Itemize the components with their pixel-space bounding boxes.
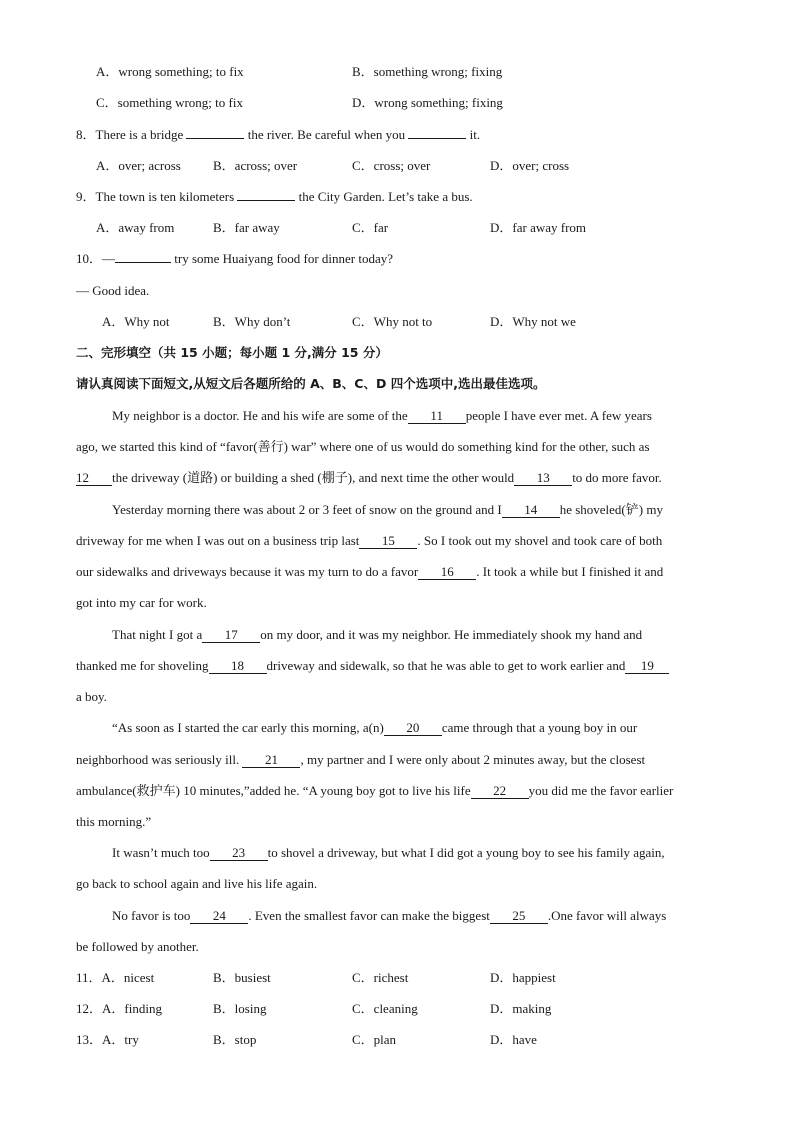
q11-option-b: B．busiest <box>213 970 271 985</box>
blank-16: 16 <box>418 565 476 580</box>
text: . It took a while but I finished it and <box>476 564 664 579</box>
q8-option-c: C．cross; over <box>352 158 431 173</box>
blank-11: 11 <box>408 409 466 424</box>
passage-p4-line2 <box>76 752 645 768</box>
text: My neighbor is a doctor. He and his wife are some of the <box>112 408 408 423</box>
text: Yesterday morning there was about 2 or 3 feet of snow on the ground and I <box>112 502 502 517</box>
blank-24: 24 <box>190 909 248 924</box>
passage-p1-line1 <box>112 408 652 424</box>
text: ambulance(救护车) 10 minutes,”added he. “A young boy got to live his life <box>76 783 471 798</box>
q10-text-1: 10．— <box>76 251 116 266</box>
q7-option-c: C．something wrong; to fix <box>96 95 243 110</box>
passage-p1-line3 <box>76 470 662 486</box>
q8-text-2: the river. Be careful when you <box>244 127 409 142</box>
passage-p2-line3 <box>76 564 663 580</box>
q13-option-a: 13．A．try <box>76 1032 139 1047</box>
q11-option-d: D．happiest <box>490 970 556 985</box>
passage-p3-line2 <box>76 658 669 674</box>
blank-12: 12 <box>76 471 112 486</box>
passage-p2-line1 <box>112 502 663 518</box>
text: people I have ever met. A few years <box>465 408 652 423</box>
blank-14: 14 <box>502 503 560 518</box>
text: he shoveled(铲) my <box>559 502 663 517</box>
text: on my door, and it was my neighbor. He immediately shook my hand and <box>260 627 643 642</box>
blank-22: 22 <box>471 784 529 799</box>
q10-stem <box>76 251 393 267</box>
q10-option-d: D．Why not we <box>490 314 576 329</box>
text: . Even the smallest favor can make the biggest <box>248 908 490 923</box>
q7-option-a: A．wrong something; to fix <box>96 64 244 79</box>
q7-option-b: B．something wrong; fixing <box>352 64 503 79</box>
q9-option-c: C．far <box>352 220 389 235</box>
q10-reply: — Good idea. <box>76 283 150 298</box>
blank-20: 20 <box>384 721 442 736</box>
blank-23: 23 <box>210 846 268 861</box>
passage-p2-line4: got into my car for work. <box>76 595 207 610</box>
q8-blank-1 <box>186 138 244 139</box>
q13-option-d: D．have <box>490 1032 537 1047</box>
q9-stem <box>76 189 473 205</box>
q10-blank <box>115 262 171 263</box>
text: . So I took out my shovel and took care of both <box>417 533 663 548</box>
q10-option-b: B．Why don’t <box>213 314 291 329</box>
passage-p4-line4: this morning.” <box>76 814 152 829</box>
passage-p4-line1 <box>112 720 637 736</box>
passage-p4-line3 <box>76 783 673 799</box>
text: driveway and sidewalk, so that he was able to get to work earlier and <box>266 658 626 673</box>
q10-text-2: try some Huaiyang food for dinner today? <box>171 251 394 266</box>
text: .One favor will always <box>547 908 667 923</box>
text: came through that a young boy in our <box>441 720 638 735</box>
text: thanked me for shoveling <box>76 658 209 673</box>
passage-p5-line1 <box>112 845 665 861</box>
blank-25: 25 <box>490 909 548 924</box>
section-heading: 二、完形填空（共 15 小题；每小题 1 分,满分 15 分） <box>76 345 388 360</box>
q13-option-b: B．stop <box>213 1032 257 1047</box>
q9-option-a: A．away from <box>96 220 175 235</box>
q12-option-b: B．losing <box>213 1001 267 1016</box>
q7-option-d: D．wrong something; fixing <box>352 95 503 110</box>
passage-p5-line2: go back to school again and live his life again. <box>76 876 318 891</box>
blank-15: 15 <box>359 534 417 549</box>
section-instruction: 请认真阅读下面短文,从短文后各题所给的 A、B、C、D 四个选项中,选出最佳选项。 <box>76 376 546 391</box>
passage-p6-line2: be followed by another. <box>76 939 199 954</box>
text: , my partner and I were only about 2 minutes away, but the closest <box>300 752 646 767</box>
q10-option-c: C．Why not to <box>352 314 433 329</box>
text: That night I got a <box>112 627 203 642</box>
passage-p6-line1 <box>112 908 666 924</box>
q8-text-1: 8．There is a bridge <box>76 127 187 142</box>
q8-stem <box>76 127 480 143</box>
passage-p3-line3: a boy. <box>76 689 107 704</box>
q9-text-2: the City Garden. Let’s take a bus. <box>295 189 473 204</box>
blank-18: 18 <box>209 659 267 674</box>
q8-option-d: D．over; cross <box>490 158 570 173</box>
passage-p3-line1 <box>112 627 642 643</box>
q13-option-c: C．plan <box>352 1032 397 1047</box>
text: “As soon as I started the car early this morning, a(n) <box>112 720 384 735</box>
q9-blank <box>237 200 295 201</box>
text: No favor is too <box>112 908 191 923</box>
passage-p1-line2: ago, we started this kind of “favor(善行) war” where one of us would do something kind for the other, such as <box>76 439 650 454</box>
passage-p2-line2 <box>76 533 662 549</box>
blank-19: 19 <box>625 659 669 674</box>
q9-option-b: B．far away <box>213 220 280 235</box>
text: our sidewalks and driveways because it was my turn to do a favor <box>76 564 419 579</box>
text: to shovel a driveway, but what I did got a young boy to see his family again, <box>267 845 665 860</box>
blank-21: 21 <box>242 753 300 768</box>
q12-option-a: 12．A．finding <box>76 1001 162 1016</box>
q8-option-a: A．over; across <box>96 158 181 173</box>
q8-option-b: B．across; over <box>213 158 298 173</box>
text: neighborhood was seriously ill. <box>76 752 243 767</box>
q10-option-a: A．Why not <box>102 314 170 329</box>
q8-text-3: it. <box>466 127 481 142</box>
q12-option-c: C．cleaning <box>352 1001 418 1016</box>
q11-option-c: C．richest <box>352 970 409 985</box>
text: the driveway (道路) or building a shed (棚子), and next time the other would <box>112 470 515 485</box>
text: It wasn’t much too <box>112 845 210 860</box>
q12-option-d: D．making <box>490 1001 552 1016</box>
blank-17: 17 <box>202 628 260 643</box>
text: to do more favor. <box>572 470 662 485</box>
q8-blank-2 <box>408 138 466 139</box>
text: you did me the favor earlier <box>528 783 674 798</box>
blank-13: 13 <box>514 471 572 486</box>
q9-text-1: 9．The town is ten kilometers <box>76 189 238 204</box>
text: driveway for me when I was out on a business trip last <box>76 533 360 548</box>
q9-option-d: D．far away from <box>490 220 587 235</box>
q11-option-a: 11．A．nicest <box>76 970 155 985</box>
